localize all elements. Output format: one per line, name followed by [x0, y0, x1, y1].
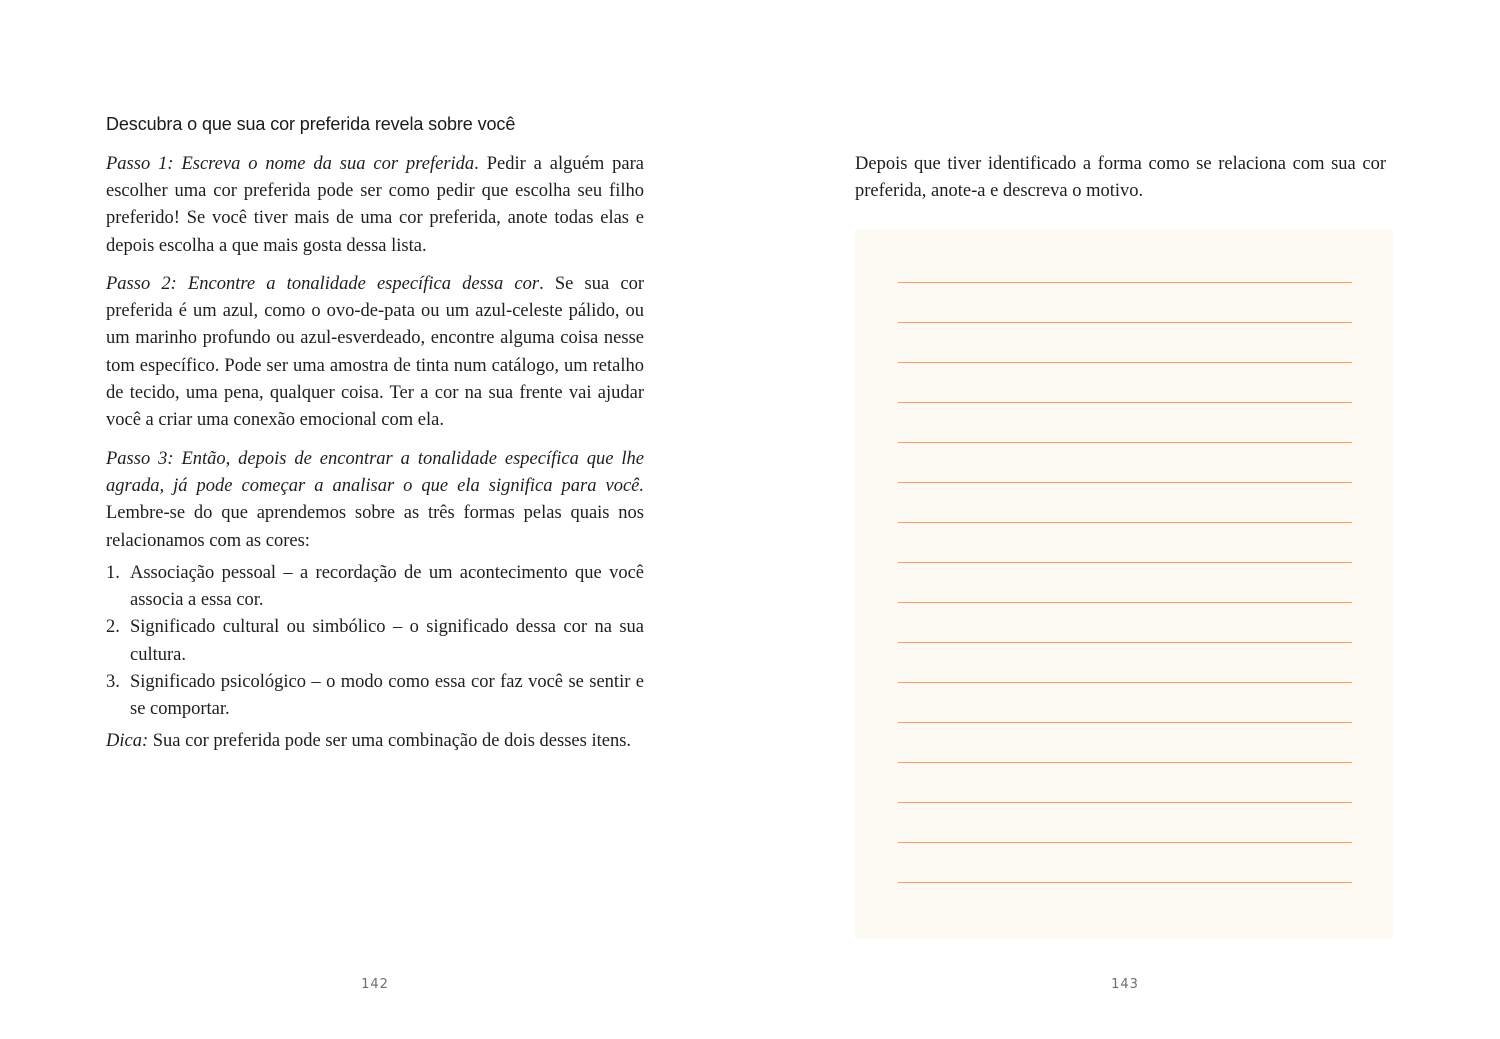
writing-line[interactable]	[898, 282, 1352, 283]
list-text: Associação pessoal – a recordação de um acontecimento que você associa a essa cor.	[130, 563, 644, 611]
writing-area[interactable]	[855, 229, 1393, 938]
writing-line[interactable]	[898, 842, 1352, 843]
relationship-list	[106, 560, 644, 723]
right-page	[750, 0, 1500, 1039]
writing-line[interactable]	[898, 362, 1352, 363]
writing-line[interactable]	[898, 402, 1352, 403]
step-2-paragraph	[106, 271, 644, 434]
step-3-text: Lembre-se do que aprendemos sobre as três formas pelas quais nos relacionamos com as cores:	[106, 503, 644, 551]
writing-prompt: Depois que tiver identificado a forma como se relaciona com sua cor preferida, anote-a e descreva o motivo.	[855, 154, 1386, 202]
page-number-right: 143	[1111, 977, 1139, 992]
section-heading: Descubra o que sua cor preferida revela sobre você	[106, 114, 516, 134]
writing-line[interactable]	[898, 322, 1352, 323]
list-item	[106, 614, 644, 668]
step-3-label: Passo 3: Então, depois de encontrar a tonalidade específica que lhe agrada, já pode começar a analisar o que ela significa para você.	[106, 449, 644, 497]
step-1-label: Passo 1: Escreva o nome da sua cor preferida	[106, 154, 475, 174]
step-2-text: . Se sua cor preferida é um azul, como o ovo-de-pata ou um azul-celeste pálido, ou um marinho profundo ou azul-esverdeado, encontre alguma coisa nesse tom específico. Pode ser uma amostra de tinta num catálogo, um retalho de tecido, uma pena, qualquer coisa. Ter a cor na sua frente vai ajudar você a criar uma conexão emocional com ela.	[106, 274, 644, 431]
writing-line[interactable]	[898, 442, 1352, 443]
tip-paragraph	[106, 728, 644, 755]
step-2-label: Passo 2: Encontre a tonalidade específica dessa cor	[106, 274, 540, 294]
writing-line[interactable]	[898, 762, 1352, 763]
writing-line[interactable]	[898, 602, 1352, 603]
list-number: 1.	[106, 563, 120, 583]
writing-line[interactable]	[898, 882, 1352, 883]
writing-line[interactable]	[898, 562, 1352, 563]
list-text: Significado cultural ou simbólico – o significado dessa cor na sua cultura.	[130, 617, 644, 665]
writing-line[interactable]	[898, 722, 1352, 723]
list-number: 2.	[106, 617, 120, 638]
writing-line[interactable]	[898, 802, 1352, 803]
list-item	[106, 669, 644, 723]
list-text: Significado psicológico – o modo como essa cor faz você se sentir e se comportar.	[130, 671, 644, 720]
step-1-text: . Pedir a alguém para escolher uma cor preferida pode ser como pedir que escolha seu filho preferido! Se você tiver mais de uma cor preferida, anote todas elas e depois escolha a que mais gosta dessa lista.	[106, 154, 644, 256]
tip-text: Sua cor preferida pode ser uma combinação de dois desses itens.	[148, 731, 632, 751]
writing-line[interactable]	[898, 522, 1352, 523]
writing-line[interactable]	[898, 482, 1352, 483]
step-1-paragraph	[106, 151, 644, 260]
list-number: 3.	[106, 671, 120, 692]
list-item	[106, 560, 644, 614]
tip-label: Dica:	[106, 731, 149, 751]
writing-line[interactable]	[898, 642, 1352, 643]
writing-line[interactable]	[898, 682, 1352, 683]
page-number-left: 142	[361, 977, 389, 992]
step-3-paragraph	[106, 446, 644, 555]
